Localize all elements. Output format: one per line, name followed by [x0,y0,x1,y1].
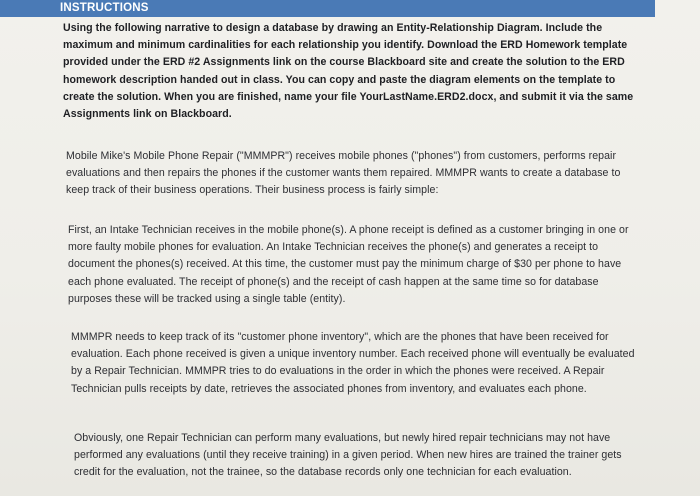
instructions-header-bar [0,0,655,17]
inventory-paragraph: MMMPR needs to keep track of its "customer phone inventory", which are the phones that have been received for evaluation. Each phone received is given a unique inventory number. Each received phone will eventually be evaluated by a Repair Technician. MMMPR tries to do evaluations in the order in which the phones were received. A Repair Technician pulls receipts by date, retrieves the associated phones from inventory, and evaluates each phone. [71,331,635,395]
intake-process-paragraph: First, an Intake Technician receives in the mobile phone(s). A phone receipt is defined as a customer bringing in one or more faulty mobile phones for evaluation. An Intake Technician receives the phone(s) and generates a receipt to document the phones(s) received. At this time, the customer must pay the minimum charge of $30 per phone to have each phone evaluated. The receipt of phone(s) and the receipt of cash happen at the same time so for database purposes these will be tracked using a single table (entity). [68,224,629,305]
instructions-title: INSTRUCTIONS [60,2,149,14]
instructions-paragraph: Using the following narrative to design a database by drawing an Entity-Relationship Diagram. Include the maximum and minimum cardinalities for each relationship you identify. Download the ERD Homework template provided under the ERD #2 Assignments link on the course Blackboard site and create the solution to the ERD homework description handed out in class. You can copy and paste the diagram elements on the template to create the solution. When you are finished, name your file YourLastName.ERD2.docx, and submit it via the same Assignments link on Blackboard. [63,22,634,121]
narrative-intro-paragraph: Mobile Mike's Mobile Phone Repair ("MMMPR") receives mobile phones ("phones") from customers, performs repair evaluations and then repairs the phones if the customer wants them repaired. MMMPR wants to create a database to keep track of their business operations. Their business process is fairly simple: [66,150,621,197]
evaluation-paragraph: Obviously, one Repair Technician can perform many evaluations, but newly hired repair technicians may not have performed any evaluations (until they receive training) in a given period. When new hires are trained the trainer gets credit for the evaluation, not the trainee, so the database records only one technician for each evaluation. [74,432,622,479]
